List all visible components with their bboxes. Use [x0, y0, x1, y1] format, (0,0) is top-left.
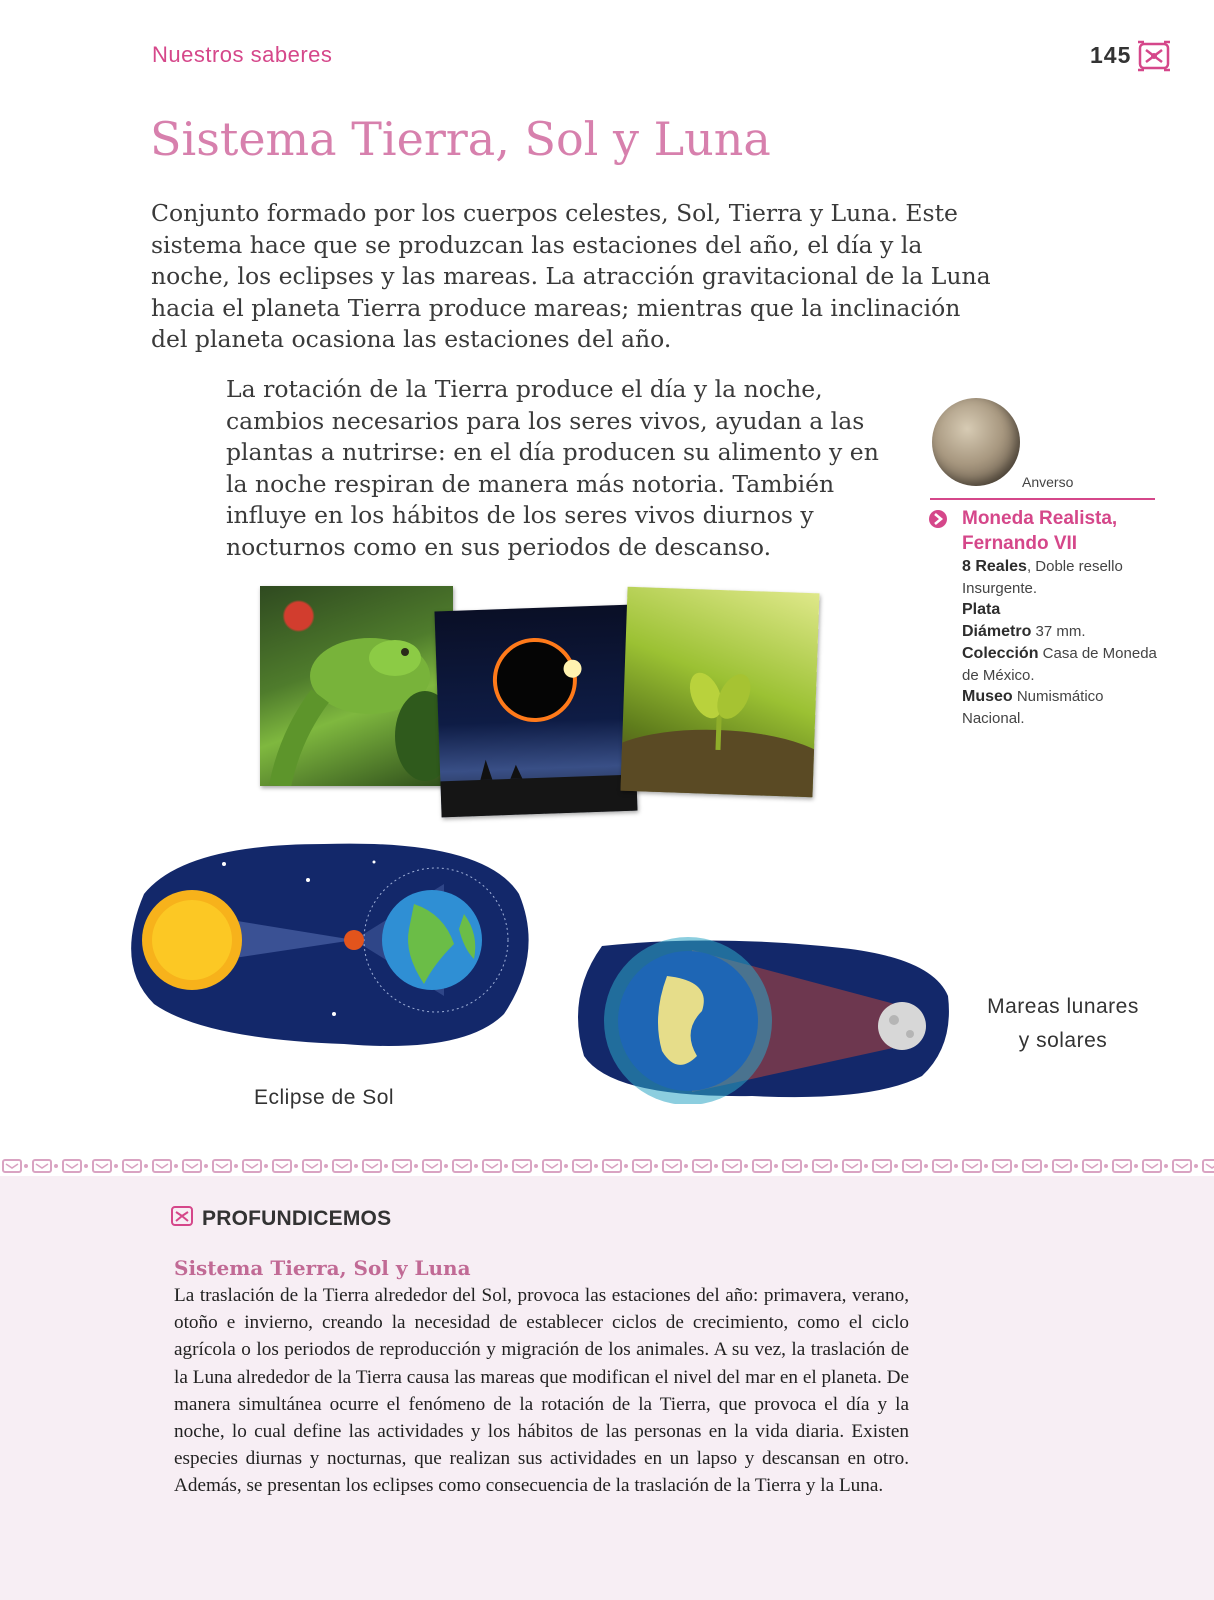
coin-museum-value: Numismático Nacional. — [962, 688, 1104, 727]
page-title: Sistema Tierra, Sol y Luna — [150, 112, 771, 166]
coin-name: Moneda Realista, Fernando VII — [962, 508, 1118, 554]
coin-collection-label: Colección — [962, 644, 1039, 662]
coin-diameter-value: 37 mm. — [1035, 623, 1086, 641]
coin-image — [932, 398, 1020, 486]
aztec-glyph-icon — [170, 1204, 194, 1228]
intro-paragraph: Conjunto formado por los cuerpos celestes, Sol, Tierra y Luna. Este sistema hace que se produzcan las estaciones del año, el día y la noche, los eclipses y las mareas. La atracción gravitacional de la Luna hacia el planeta Tierra produce mareas; mientras que la inclinación del planeta ocasiona las estaciones del año. — [151, 199, 991, 353]
solar-eclipse-diagram — [124, 834, 530, 1048]
aztec-glyph-icon — [1136, 38, 1172, 74]
coin-denomination-value: , Doble resello Insurgente. — [962, 558, 1123, 597]
page-number: 145 — [1090, 42, 1132, 68]
decorative-pattern-strip — [0, 1156, 1214, 1176]
coin-divider — [930, 498, 1155, 500]
deep-dive-title: Sistema Tierra, Sol y Luna — [174, 1256, 471, 1280]
coin-diameter-label: Diámetro — [962, 623, 1032, 641]
tides-caption-line2: y solares — [1018, 1029, 1108, 1052]
tides-diagram — [572, 936, 954, 1104]
chevron-right-icon — [928, 509, 948, 529]
iguana-photo — [260, 586, 453, 786]
deep-dive-heading: PROFUNDICEMOS — [202, 1207, 392, 1230]
eclipse-photo — [434, 605, 637, 818]
coin-metal: Plata — [962, 601, 1001, 619]
tides-caption — [978, 990, 1148, 1058]
coin-denomination-label: 8 Reales — [962, 558, 1027, 575]
coin-side-label: Anverso — [1022, 474, 1074, 490]
coin-museum-label: Museo — [962, 688, 1013, 706]
eclipse-caption: Eclipse de Sol — [254, 1086, 395, 1109]
sprout-photo — [620, 587, 819, 798]
rotation-paragraph: La rotación de la Tierra produce el día y la noche, cambios necesarios para los seres vivos, ayudan a las plantas a nutrirse: en el día producen su alimento y en la noche respiran de manera más notoria. También influye en los hábitos de los seres vivos diurnos y nocturnos como en sus periodos de descanso. — [226, 375, 879, 561]
coin-collection-value: Casa de Moneda de México. — [962, 644, 1157, 684]
coin-details — [962, 556, 1162, 730]
deep-dive-body: La traslación de la Tierra alrededor del Sol, provoca las estaciones del año: primavera, verano, otoño e invierno, creando la necesidad de establecer ciclos de crecimiento, como el ciclo agrícola o los periodos de reproducción y migración de los animales. A su vez, la traslación de la Luna alrededor de la Tierra causa las mareas que modifican el nivel del mar en el planeta. De manera simultánea ocurre el fenómeno de la rotación de la Tierra, que provoca el día y la noche, lo cual define las actividades y los hábitos de las personas en la vida diaria. Existen especies diurnas y nocturnas, que realizan sus actividades en un lapso y descansan en otro. Además, se presentan los eclipses como consecuencia de la traslación de la Tierra y la Luna. — [174, 1285, 909, 1497]
tides-caption-line1: Mareas lunares — [987, 995, 1139, 1018]
section-label: Nuestros saberes — [152, 42, 333, 67]
